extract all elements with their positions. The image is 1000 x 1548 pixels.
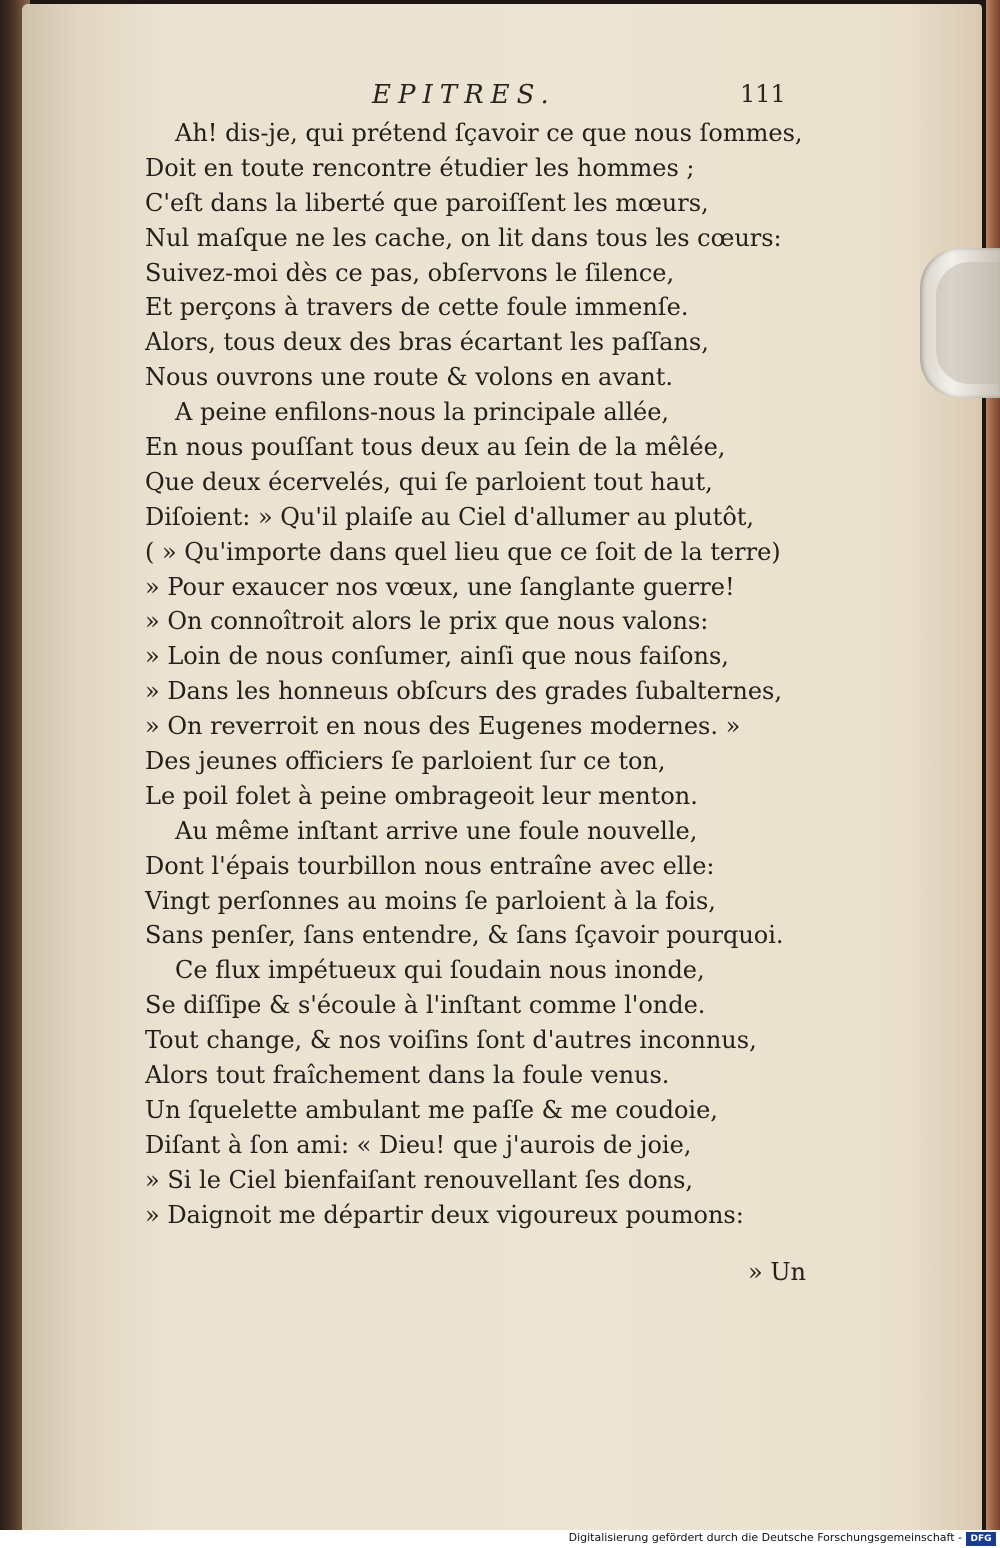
verse-line: Que deux écervelés, qui ſe parloient tout haut, — [145, 467, 713, 496]
page-clip-inner — [936, 262, 1000, 384]
verse-line: A peine enfilons-nous la principale allée, — [175, 398, 670, 427]
verse-line: » Si le Ciel bienfaiſant renouvellant ſes dons, — [145, 1165, 694, 1194]
verse-line: En nous pouſſant tous deux au ſein de la mêlée, — [145, 433, 726, 462]
verse-line: Le poil folet à peine ombrageoit leur menton. — [145, 781, 698, 810]
verse-line: Nul maſque ne les cache, on lit dans tous les cœurs: — [145, 223, 782, 252]
digitization-footer — [0, 1530, 1000, 1548]
running-head — [0, 80, 1000, 120]
verse-line: » Pour exaucer nos vœux, une ſanglante guerre! — [145, 572, 735, 601]
dfg-logo: DFG — [966, 1532, 996, 1546]
verse-line: Nous ouvrons une route & volons en avant. — [145, 363, 673, 392]
running-head-title: EPITRES. — [372, 80, 556, 110]
catchword: » Un — [748, 1258, 806, 1286]
verse-line: Des jeunes officiers ſe parloient ſur ce ton, — [145, 747, 666, 776]
verse-line: Diſant à ſon ami: « Dieu! que j'aurois de joie, — [145, 1130, 692, 1159]
verse-line: Sans penſer, ſans entendre, & ſans ſçavoir pourquoi. — [145, 921, 784, 950]
verse-line: Suivez-moi dès ce pas, obſervons le ſilence, — [145, 258, 675, 287]
page-number: 111 — [740, 80, 786, 108]
verse-line: » Dans les honneuıs obſcurs des grades ſubalternes, — [145, 677, 782, 706]
verse-line: Alors tout fraîchement dans la foule venus. — [145, 1061, 670, 1090]
verse-line: » Loin de nous conſumer, ainſi que nous faiſons, — [145, 642, 729, 671]
verse-line: Tout change, & nos voiſins ſont d'autres inconnus, — [145, 1026, 757, 1055]
red-page-edge — [986, 0, 1000, 1530]
verse-line: ( » Qu'importe dans quel lieu que ce ſoit de la terre) — [145, 537, 781, 566]
verse-line: » On connoîtroit alors le prix que nous valons: — [145, 607, 709, 636]
verse-line: Au même inſtant arrive une foule nouvelle, — [175, 816, 698, 845]
verse-line: Dont l'épais tourbillon nous entraîne avec elle: — [145, 851, 715, 880]
verse-line: » Daignoit me départir deux vigoureux poumons: — [145, 1200, 744, 1229]
verse-line: C'eſt dans la liberté que paroiſſent les mœurs, — [145, 188, 709, 217]
verse-line: Vingt perſonnes au moins ſe parloient à la fois, — [145, 886, 716, 915]
verse-line: Doit en toute rencontre étudier les hommes ; — [145, 153, 695, 182]
verse-line: Alors, tous deux des bras écartant les paſſans, — [145, 328, 709, 357]
verse-line: Ce flux impétueux qui ſoudain nous inonde, — [175, 956, 705, 985]
verse-line: » On reverroit en nous des Eugenes modernes. » — [145, 712, 741, 741]
verse-line: Et perçons à travers de cette foule immenſe. — [145, 293, 689, 322]
poem-text — [145, 116, 825, 1233]
verse-line: Un ſquelette ambulant me paſſe & me coudoie, — [145, 1095, 718, 1124]
funding-notice: Digitalisierung gefördert durch die Deutsche Forschungsgemeinschaft - — [568, 1531, 962, 1544]
verse-line: Diſoient: » Qu'il plaiſe au Ciel d'allumer au plutôt, — [145, 502, 755, 531]
verse-line: Se diſſipe & s'écoule à l'inſtant comme l'onde. — [145, 991, 706, 1020]
verse-line: Ah! dis-je, qui prétend ſçavoir ce que nous ſommes, — [175, 119, 803, 147]
